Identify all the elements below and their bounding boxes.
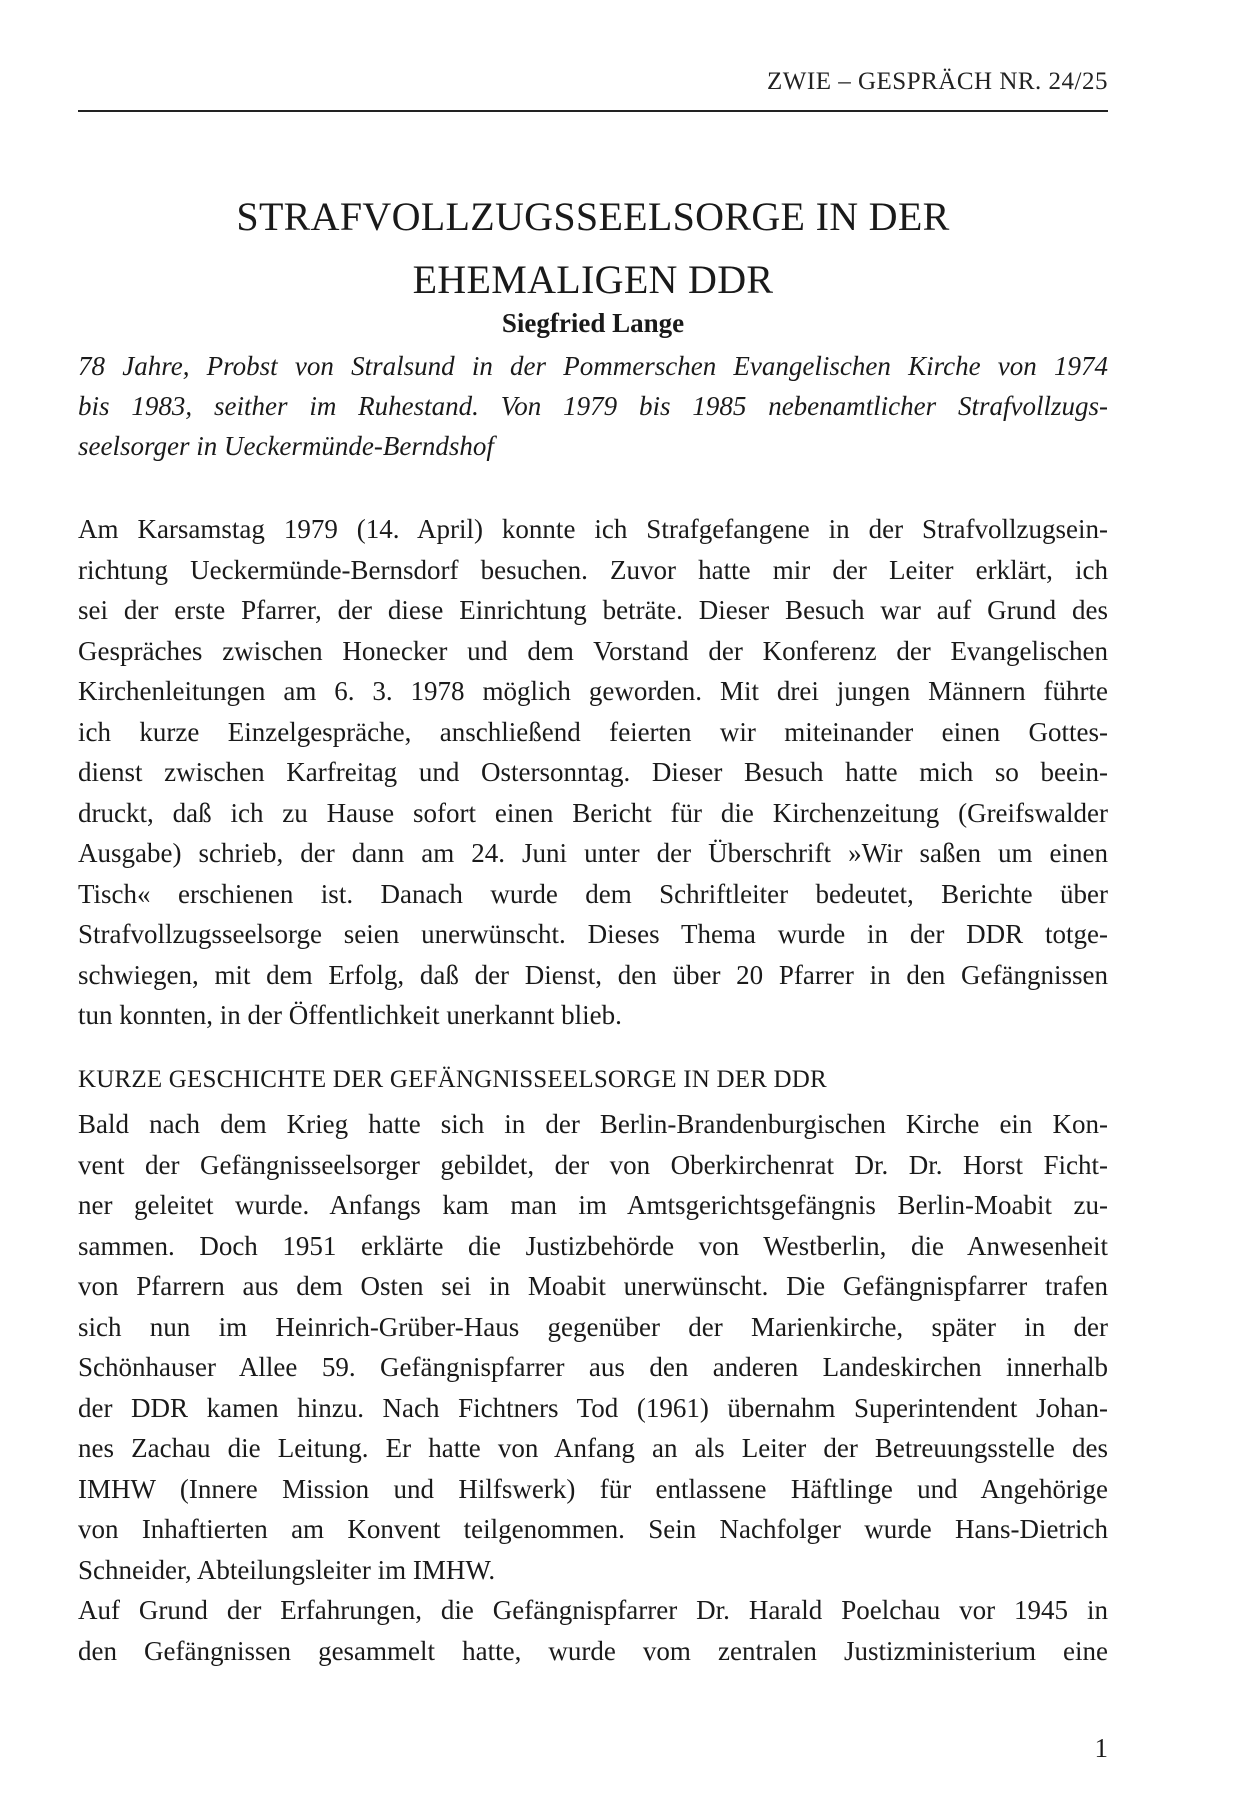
title-line: EHEMALIGEN DDR [412,257,774,302]
bio-line: 78 Jahre, Probst von Stralsund in der Pommerschen Evangelischen Kirche von 1974 [78,351,1108,381]
text-line: vent der Gefängnisseelsorger gebildet, der von Oberkirchenrat Dr. Dr. Horst Ficht- [78,1149,1108,1180]
text-line: Schneider, Abteilungsleiter im IMHW. [78,1554,496,1585]
author-bio [78,346,1108,466]
paragraph-continuation [78,1590,1108,1671]
text-line: Bald nach dem Krieg hatte sich in der Berlin-Brandenburgischen Kirche ein Kon- [78,1109,1108,1139]
text-line: richtung Ueckermünde-Bernsdorf besuchen. Zuvor hatte mir der Leiter erklärt, ich [78,554,1108,585]
text-line: den Gefängnissen gesammelt hatte, wurde vom zentralen Justizministerium eine [78,1635,1108,1666]
text-line: von Pfarrern aus dem Osten sei in Moabit unerwünscht. Die Gefängnispfarrer trafen [78,1271,1108,1301]
text-line: Kirchenleitungen am 6. 3. 1978 möglich geworden. Mit drei jungen Männern führte [78,676,1108,706]
bio-line: seelsorger in Ueckermünde-Berndshof [78,431,494,461]
author-name: Siegfried Lange [501,308,685,338]
text-line: druckt, daß ich zu Hause sofort einen Bericht für die Kirchenzeitung (Greifswalder [78,797,1108,828]
text-line: ich kurze Einzelgespräche, anschließend feierten wir miteinander einen Gottes- [78,716,1108,747]
text-line: sich nun im Heinrich-Grüber-Haus gegenüber der Marienkirche, später in der [78,1311,1108,1342]
text-line: Gespräches zwischen Honecker und dem Vorstand der Konferenz der Evangelischen [78,635,1108,666]
text-line: dienst zwischen Karfreitag und Ostersonntag. Dieser Besuch hatte mich so beein- [78,757,1108,787]
text-line: von Inhaftierten am Konvent teilgenommen. Sein Nachfolger wurde Hans-Dietrich [78,1514,1108,1544]
document-page [78,0,1108,1813]
text-line: ner geleitet wurde. Anfangs kam man im Amtsgerichtsgefängnis Berlin-Moabit zu- [78,1190,1108,1220]
text-line: Ausgabe) schrieb, der dann am 24. Juni unter der Überschrift »Wir saßen um einen [78,838,1108,868]
title-line: STRAFVOLLZUGSSEELSORGE IN DER [236,194,950,239]
text-line: sammen. Doch 1951 erklärte die Justizbehörde von Westberlin, die Anwesenheit [78,1230,1108,1261]
text-line: Strafvollzugsseelsorge seien unerwünscht. Dieses Thema wurde in der DDR totge- [78,919,1108,949]
text-line: schwiegen, mit dem Erfolg, daß der Dienst, den über 20 Pfarrer in den Gefängnissen [78,959,1108,990]
article-title [78,185,1108,311]
text-line: IMHW (Innere Mission und Hilfswerk) für entlassene Häftlinge und Angehörige [78,1473,1108,1504]
text-line: Tisch« erschienen ist. Danach wurde dem Schriftleiter bedeutet, Berichte über [78,878,1108,909]
text-line: der DDR kamen hinzu. Nach Fichtners Tod (1961) übernahm Superintendent Johan- [78,1392,1108,1423]
bio-line: bis 1983, seither im Ruhestand. Von 1979 bis 1985 nebenamtlicher Strafvollzugs- [78,391,1108,421]
text-line: Am Karsamstag 1979 (14. April) konnte ich Strafgefangene in der Strafvollzugsein- [78,514,1108,544]
paragraph-intro [78,509,1108,1036]
text-line: Schönhauser Allee 59. Gefängnispfarrer aus den anderen Landeskirchen innerhalb [78,1352,1108,1382]
text-line: nes Zachau die Leitung. Er hatte von Anfang an als Leiter der Betreuungsstelle des [78,1433,1108,1463]
paragraph-history [78,1104,1108,1590]
text-line: sei der erste Pfarrer, der diese Einrichtung beträte. Dieser Besuch war auf Grund des [78,595,1108,625]
running-header: ZWIE – GESPRÄCH NR. 24/25 [767,68,1108,95]
section-heading: KURZE GESCHICHTE DER GEFÄNGNISSEELSORGE IN DER DDR [78,1066,827,1093]
text-line: Auf Grund der Erfahrungen, die Gefängnispfarrer Dr. Harald Poelchau vor 1945 in [78,1595,1108,1625]
header-rule [78,110,1108,112]
page-number: 1 [1094,1733,1108,1763]
text-line: tun konnten, in der Öffentlichkeit unerkannt blieb. [78,1000,622,1030]
